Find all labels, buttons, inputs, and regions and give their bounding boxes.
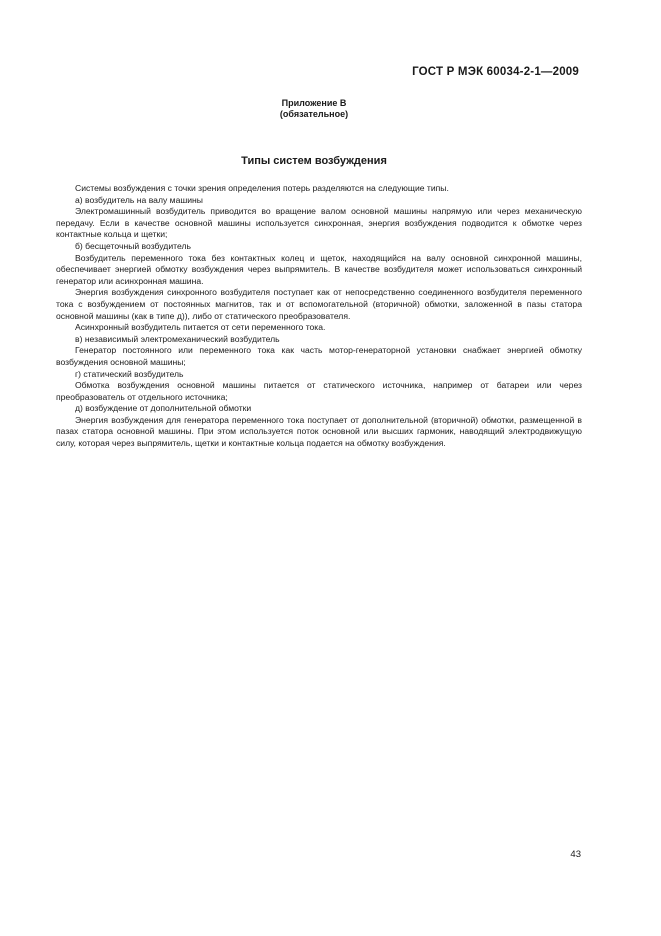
list-item-heading: г) статический возбудитель xyxy=(75,368,184,379)
paragraph: Возбудитель переменного тока без контактных колец и щеток, находящийся на валу основной синхронной машины, обеспечивает энергией обмотку возбуждения через выпрямитель. В качестве возбудителя может использоваться синхронный генератор или асинхронная машина. xyxy=(56,252,582,286)
paragraph: Генератор постоянного или переменного тока как часть мотор-генераторной установки снабжает энергией обмотку возбуждения основной машины; xyxy=(56,345,582,367)
list-item-heading: а) возбудитель на валу машины xyxy=(75,194,203,205)
page-number: 43 xyxy=(570,849,581,860)
document-header: ГОСТ Р МЭК 60034-2-1—2009 xyxy=(412,66,579,78)
list-item-heading: б) бесщеточный возбудитель xyxy=(75,240,191,251)
section-title: Типы систем возбуждения xyxy=(241,155,387,167)
annex-heading xyxy=(0,98,628,120)
annex-subtitle: (обязательное) xyxy=(279,109,349,119)
paragraph: Асинхронный возбудитель питается от сети переменного тока. xyxy=(75,322,326,333)
paragraph: Энергия возбуждения для генератора переменного тока поступает от дополнительной (вторичной) обмотки, размещенной в пазах статора основной машины. При этом используется поток основной или высших гармоник, наводящий электродвижущую силу, которая через выпрямитель, щетки и контактные кольца подается на обмотку возбуждения. xyxy=(56,414,582,449)
paragraph: Энергия возбуждения синхронного возбудителя поступает как от непосредственно соединенного возбудителя переменного тока с возбуждением от постоянных магнитов, так и от вспомогательной (вторичной) обмотки, заложенной в пазы статора основной машины (как в типе д)), либо от статического преобразователя. xyxy=(56,287,582,321)
list-item-heading: д) возбуждение от дополнительной обмотки xyxy=(75,403,252,414)
list-item-heading: в) независимый электромеханический возбудитель xyxy=(75,333,280,344)
annex-title: Приложение В xyxy=(281,98,347,108)
paragraph: Обмотка возбуждения основной машины питается от статического источника, например от батареи или через преобразователь от отдельного источника; xyxy=(56,380,582,402)
document-body xyxy=(56,183,582,450)
paragraph: Системы возбуждения с точки зрения определения потерь разделяются на следующие типы. xyxy=(75,183,449,193)
paragraph: Электромашинный возбудитель приводится во вращение валом основной машины напрямую или через механическую передачу. Если в качестве основной машины используется синхронная, энергия возбуждения подводится к обмотке через контактные кольца и щетки; xyxy=(56,206,582,240)
